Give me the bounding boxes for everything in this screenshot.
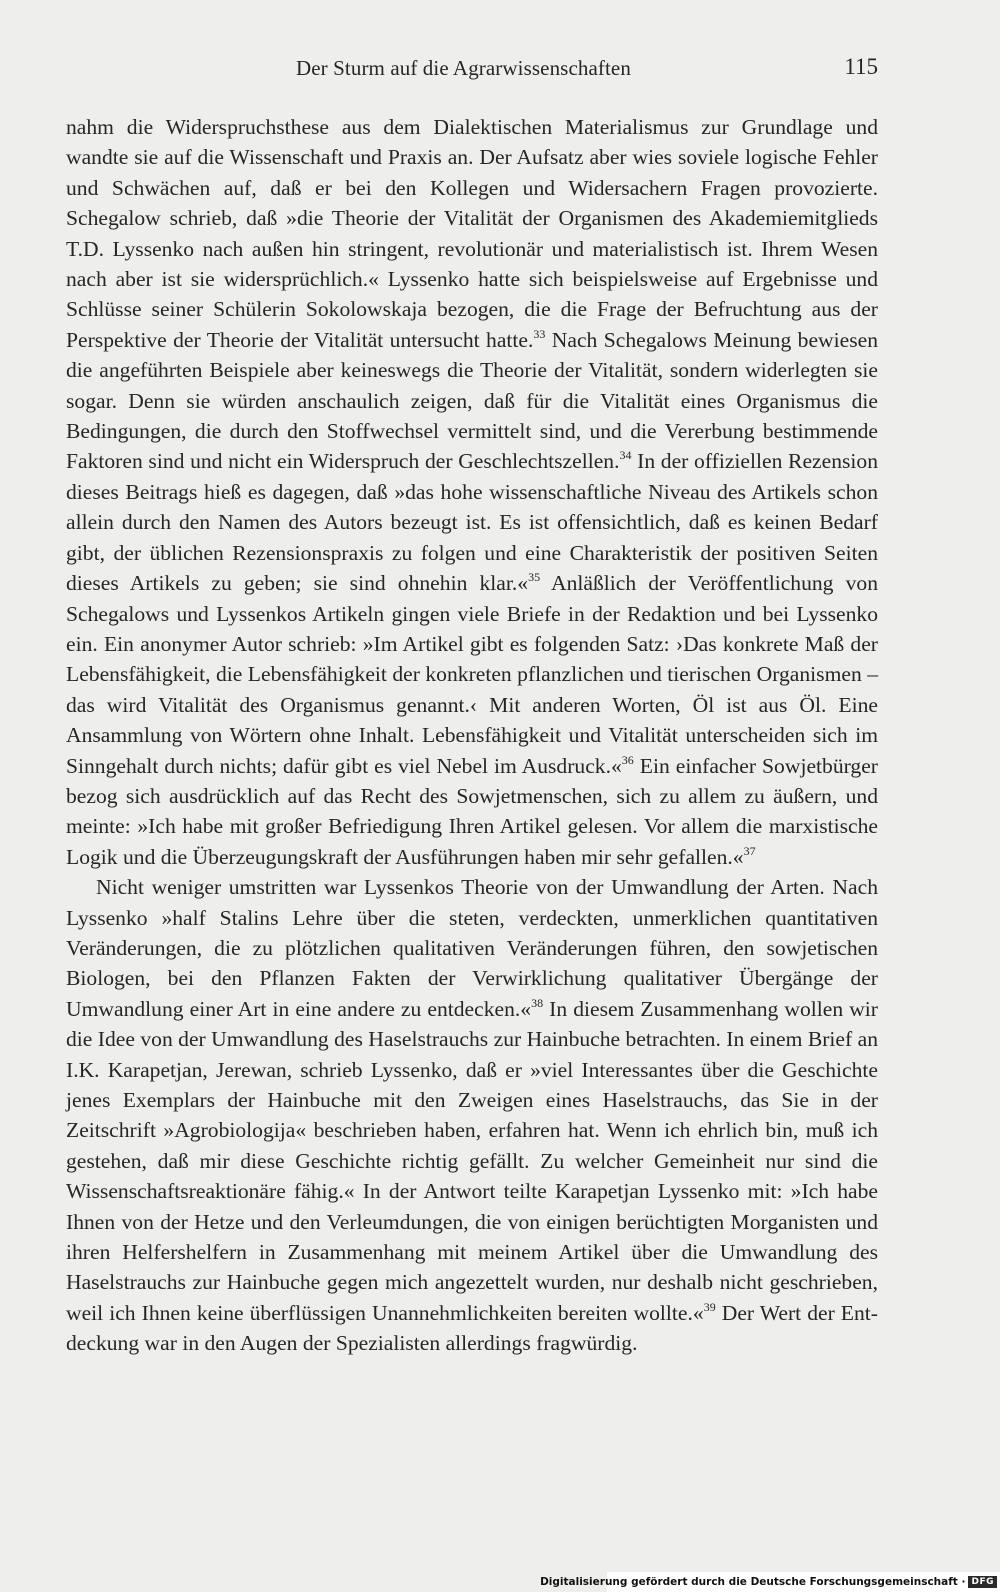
body-text: [66, 112, 878, 1359]
digitization-credit-text: Digitalisierung gefördert durch die Deutsche Forschungsgemeinschaft ·: [540, 1576, 966, 1588]
paragraph: [66, 872, 878, 1359]
running-title: Der Sturm auf die Agrarwissenschaften: [296, 56, 631, 80]
footnote-marker: 39: [703, 1299, 716, 1314]
text-run: Nicht weniger umstritten war Lyssenkos Theorie von der Umwandlung der Arten. Nach Lyssenko »half Stalins Lehre über die steten, verdeckten, unmerklichen quantitativen Veränderungen, die zu plötzlichen qualitativen Veränderungen führen, den sowjetischen Biologen, bei den Pflanzen Fakten der Verwirklichung qualitativer Übergänge der Umwandlung einer Art in eine andere zu entdecken.«: [66, 875, 878, 1021]
footnote-marker: 37: [743, 843, 756, 858]
text-run: Nach Schegalows Meinung bewiesen die angeführten Beispiele aber keineswegs die Theorie der Vitalität, sondern widerlegten sie sogar. Denn sie würden anschaulich zeigen, daß für die Vitalität eines Organismus die Bedingungen, die durch den Stoffwechsel vermittelt sind, und die Vererbung bestimmende Faktoren sind und nicht ein Widerspruch der Geschlechtszellen.: [66, 327, 878, 474]
footnote-marker: 38: [531, 995, 544, 1010]
text-run: In der offiziellen Rezension dieses Beitrags hieß es dagegen, daß »das hohe wissenschaftliche Niveau des Artikels schon allein durch den Namen des Autors bezeugt ist. Es ist offensichtlich, daß es keinen Bedarf gibt, der üblichen Rezensionspraxis zu folgen und eine Charakteristik der positiven Seiten dieses Artikels zu geben; sie sind ohnehin klar.«: [66, 449, 878, 596]
footnote-marker: 34: [619, 448, 632, 463]
footnote-marker: 33: [533, 326, 546, 341]
page-number: 115: [844, 54, 878, 79]
text-run: Ein einfacher Sowjetbürger bezog sich ausdrücklich auf das Recht des Sowjetmenschen, sich zu allem zu äußern, und meinte: »Ich habe mit großer Befriedigung Ihren Artikel gelesen. Vor allem die marxistische Logik und die Überzeugungskraft der Ausführungen haben mir sehr gefallen.«: [66, 753, 878, 869]
dfg-logo-icon: DFG: [968, 1576, 997, 1588]
footnote-marker: 35: [528, 570, 541, 585]
text-run: In diesem Zusammenhang wollen wir die Idee von der Umwandlung des Haselstrauchs zur Hainbuche betrachten. In einem Brief an I.K. Karapetjan, Jerewan, schrieb Lyssenko, daß er »viel Interessantes über die Geschichte jenes Exemplars der Hainbuche mit den Zweigen eines Haselstrauchs, das Sie in der Zeitschrift »Agrobiologija« beschrieben haben, erfahren hat. Wenn ich ehrlich bin, muß ich gestehen, daß mir diese Geschichte richtig gefällt. Zu welcher Gemeinheit nur sind die Wissenschaftsreaktionäre fähig.« In der Antwort teilte Karapetjan Lyssenko mit: »Ich habe Ihnen von der Hetze und den Verleumdungen, die von einigen berüchtigten Morganisten und ihren Helfershelfern in Zusammenhang mit meinem Artikel über die Umwandlung des Haselstrauchs zur Hainbuche gegen mich angezettelt wurden, nur deshalb nicht geschrieben, weil ich Ihnen keine überflüssigen Unannehmlichkeiten bereiten wollte.«: [66, 996, 878, 1325]
text-run: Der Wert der Entdeckung war in den Augen der Spezialisten allerdings fragwürdig.: [66, 1300, 878, 1356]
digitization-credit: [540, 1572, 1000, 1592]
text-run: nahm die Widerspruchsthese aus dem Dialektischen Materialismus zur Grundlage und wandte sie auf die Wissenschaft und Praxis an. Der Aufsatz aber wies soviele logische Fehler und Schwächen auf, daß er bei den Kollegen und Widersachern Fragen provozierte. Schegalow schrieb, daß »die Theorie der Vitalität der Organismen des Akademiemitglieds T.D. Lyssenko nach außen hin stringent, revolutionär und materialistisch ist. Ihrem Wesen nach aber ist sie widersprüchlich.« Lyssenko hatte sich beispielsweise auf Ergebnisse und Schlüsse seiner Schülerin Sokolowskaja bezogen, die die Frage der Befruchtung aus der Perspektive der Theorie der Vitalität untersucht hatte.: [66, 115, 878, 352]
running-head: [66, 56, 878, 86]
footnote-marker: 36: [621, 752, 634, 767]
text-run: Anläßlich der Veröffentlichung von Schegalows und Lyssenkos Artikeln gingen viele Briefe in der Redaktion und bei Lyssenko ein. Ein anonymer Autor schrieb: »Im Artikel gibt es folgenden Satz: ›Das konkrete Maß der Lebensfähigkeit, die Lebensfähigkeit der konkreten pflanzlichen und tierischen Organismen – das wird Vitalität des Organismus genannt.‹ Mit anderen Worten, Öl ist aus Öl. Eine Ansammlung von Wörtern ohne Inhalt. Lebensfähigkeit und Vitalität unterscheiden sich im Sinngehalt durch nichts; dafür gibt es viel Nebel im Ausdruck.«: [66, 571, 878, 778]
paragraph: [66, 112, 878, 872]
